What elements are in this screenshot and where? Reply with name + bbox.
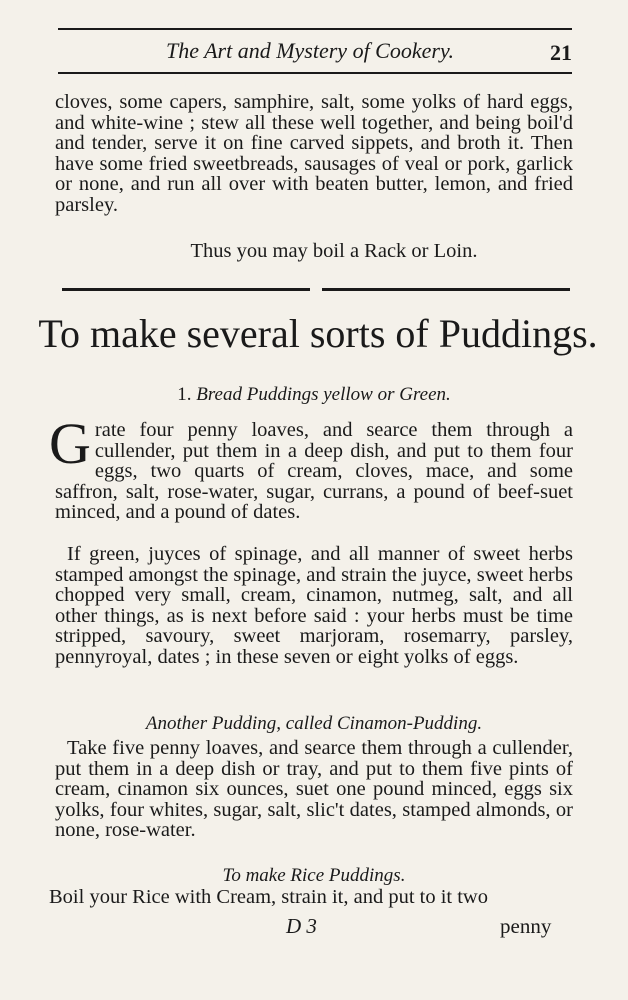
paragraph-text: rate four penny loaves, and searce them through a cullender, put them in a deep dish, and put to them four eggs, two quarts of cream, cloves, mace, and some saffron, salt, rose-water, sugar, currans, a pound of beef-suet minced, and a pound of dates. [55,419,573,524]
header-rule [58,72,572,74]
subheading-text: Bread Puddings yellow or Green. [196,384,451,405]
rack-or-loin-note: Thus you may boil a Rack or Loin. [190,240,478,262]
signature-mark: D 3 [286,914,317,938]
subheading-cinamon-pudding: Another Pudding, called Cinamon-Pudding. [145,713,483,734]
subheading-number: 1. [177,384,192,405]
page-number: 21 [550,40,572,65]
top-rule [58,28,572,30]
paragraph-rice-pudding: Boil your Rice with Cream, strain it, and put to it two [49,886,488,908]
paragraph-cinamon-pudding: Take five penny loaves, and searce them through a cullender, put them in a deep dish or tray, and put to them five pints of cream, cinamon six ounces, suet one pound minced, eggs six yolks, four whites, sugar, salt, slic't dates, stamped almonds, or none, rose-water. [55,737,573,842]
section-title: To make several sorts of Puddings. [38,311,598,356]
paragraph-green-pudding: If green, juyces of spinage, and all manner of sweet herbs stamped amongst the spinage, and strain the juyce, sweet herbs chopped very small, cream, cinamon, nutmeg, salt, and all other things, as is next before said : your herbs must be time stripped, savoury, sweet marjoram, rosemarry, parsley, pennyroyal, dates ; in these seven or eight yolks of eggs. [55,543,573,668]
subheading-bread-puddings [55,384,573,406]
catchword: penny [500,914,552,938]
paragraph-bread-pudding [49,411,573,524]
drop-cap: G [49,411,91,476]
subheading-rice-puddings: To make Rice Puddings. [222,865,406,886]
section-rule-left [62,288,310,291]
running-head: The Art and Mystery of Cookery. [166,38,454,63]
section-rule-right [322,288,570,291]
paragraph-boiled-meat: cloves, some capers, samphire, salt, some yolks of hard eggs, and white-wine ; stew all these well together, and being boil'd and tender, serve it on fine carved sippets, and broth it. Then have some fried sweetbreads, sausages of veal or pork, garlick or none, and run all over with beaten butter, lemon, and fried parsley. [55,91,573,216]
